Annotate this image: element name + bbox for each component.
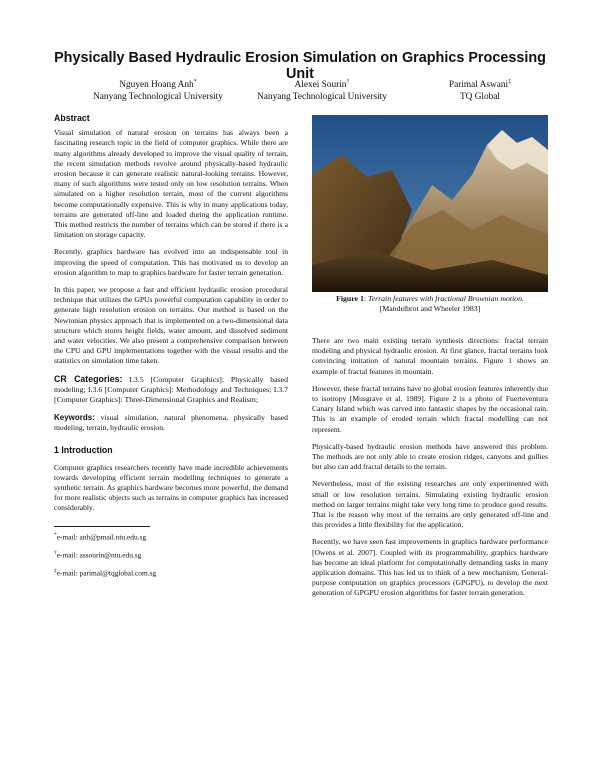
author-2 xyxy=(242,77,402,103)
author-footnote-mark: ‡ xyxy=(508,79,512,85)
footnote-text: e-mail: assourin@ntu.edu.sg xyxy=(56,550,142,560)
figure-1-caption: Figure 1: Terrain features with fractional Brownian motion. [Mandelbrot and Wheeler 1983] xyxy=(312,294,548,314)
author-name: Alexei Sourin xyxy=(294,80,347,91)
right-paragraph-5: Recently, we have seen fast improvements in graphics hardware performance [Owens et al. 2007]. Coupled with its programmability, graphics hardware has become an ideal platform for computationally demanding tasks in many application domains. This has led us to think of a new mechanism, General-purpose computation on graphics processors (GPGPU), to develop the next generation of GPGPU erosion algorithms for faster terrain generation. xyxy=(312,537,548,598)
keywords-label: Keywords: xyxy=(54,412,95,422)
author-footnote-mark: † xyxy=(346,79,350,85)
cr-categories-label: CR Categories: xyxy=(54,373,123,384)
footnote-mark: ‡ xyxy=(54,567,57,574)
author-name: Parimal Aswani xyxy=(448,80,509,91)
footnote-3 xyxy=(54,567,288,578)
figure-label: Figure 1 xyxy=(336,294,364,303)
keywords-text: visual simulation, natural phenomena, physically based modeling, terrain, hydraulic erosion. xyxy=(54,412,288,433)
author-affiliation: Nanyang Technological University xyxy=(93,91,223,102)
footnote-mark: * xyxy=(54,531,57,538)
paper-title: Physically Based Hydraulic Erosion Simulation on Graphics Processing Unit xyxy=(54,50,546,82)
figure-1-image xyxy=(312,115,548,292)
author-footnote-mark: * xyxy=(193,79,197,85)
keywords xyxy=(54,413,288,433)
footnote-text: e-mail: anh@pmail.ntu.edu.sg xyxy=(56,531,147,541)
author-1 xyxy=(78,77,238,103)
mountain-illustration xyxy=(312,115,548,292)
right-paragraph-1: There are two main existing terrain synthesis directions: fractal terrain modeling and physical hydraulic erosion. At first glance, fractal terrains look convincing imitation of natural mountain terrains. Figure 1 shows an example of fractal features in mountain. xyxy=(312,336,548,376)
right-paragraph-4: Nevertheless, most of the existing researches are only experimented with small or low resolution terrains. Simulating existing hydraulic erosion method on larger terrains might take very long time to produce good results. That is the reason why most of the terrains are only generated off-line and this provides a little flexibility for the application. xyxy=(312,479,548,530)
left-column xyxy=(54,113,288,585)
footnote-rule xyxy=(54,526,150,527)
author-3 xyxy=(420,77,540,103)
introduction-paragraph: Computer graphics researchers recently have made incredible achievements towards developing efficient terrain modelling techniques to generate a synthetic terrain. As graphics hardware becomes more powerful, the demand for more realistic objects such as terrains in computer graphics has increased considerably. xyxy=(54,462,288,513)
right-paragraph-2: However, these fractal terrains have no global erosion features inherently due to isotropy [Musgrave et al. 1989]. Figure 2 is a photo of Fuerteventura Canary Island which was carved into fantastic shapes by the occasional rain. This is an example of eroded terrain which fractal modelling can not represent. xyxy=(312,383,548,434)
abstract-heading: Abstract xyxy=(54,113,90,123)
figure-caption-text: Terrain features with fractional Brownian motion. xyxy=(367,294,524,303)
footnote-mark: † xyxy=(54,549,57,556)
section-heading-introduction: 1 Introduction xyxy=(54,445,113,456)
author-name: Nguyen Hoang Anh xyxy=(119,80,194,91)
right-paragraph-3: Physically-based hydraulic erosion methods have answered this problem. The methods are not only able to create erosion ridges, canyons and gullies but also can add fractal details to the terrain. xyxy=(312,441,548,472)
right-column xyxy=(312,336,548,606)
footnote-text: e-mail: parimal@tqglobal.com.sg xyxy=(56,568,157,578)
abstract-paragraph-3: In this paper, we propose a fast and efficient hydraulic erosion procedural technique that utilizes the GPUs powerful computation capability in order to generate high resolution erosion on terrains. Our method is based on the Newtonian physics approach that is implemented on a two-dimensional data structure which stores height fields, water amount, and dissolved sediment and water velocities. We also present a comprehensive comparison between the CPU and GPU implementations together with the visual results and the statistics on simulation time taken. xyxy=(54,285,288,366)
author-affiliation: Nanyang Technological University xyxy=(257,91,387,102)
abstract-paragraph-1: Visual simulation of natural erosion on terrains has always been a fascinating research topic in the field of computer graphics. While there are many algorithms already developed to improve the visual quality of terrain, the recent simulation methods revolve around physically-based hydraulic erosion because it can generate realistic natural-looking terrains. However, many of such algorithms were tested only on low resolution terrains. When simulated on a higher resolution terrain, most of the current algorithms become computationally expensive. This is why in many applications today, terrains are generated off-line and loaded during the application runtime. This method restricts the number of terrains which can be stored if there is a limitation on storage capacity. xyxy=(54,128,288,240)
abstract-paragraph-2: Recently, graphics hardware has evolved into an indispensable tool in improving the speed of computation. This has motivated us to develop an erosion algorithm to map to graphics hardware for faster terrain generation. xyxy=(54,247,288,277)
cr-categories-text: I.3.5 [Computer Graphics]: Physically based modeling; I.3.6 [Computer Graphics]: Methodology and Techniques; I.3.7 [Computer Graphics]: Three-Dimensional Graphics and Realism; xyxy=(54,374,289,405)
figure-source: [Mandelbrot and Wheeler 1983] xyxy=(379,304,481,314)
footnote-1 xyxy=(54,531,288,542)
author-affiliation: TQ Global xyxy=(459,91,501,102)
cr-categories xyxy=(54,374,288,406)
footnote-2 xyxy=(54,549,288,560)
